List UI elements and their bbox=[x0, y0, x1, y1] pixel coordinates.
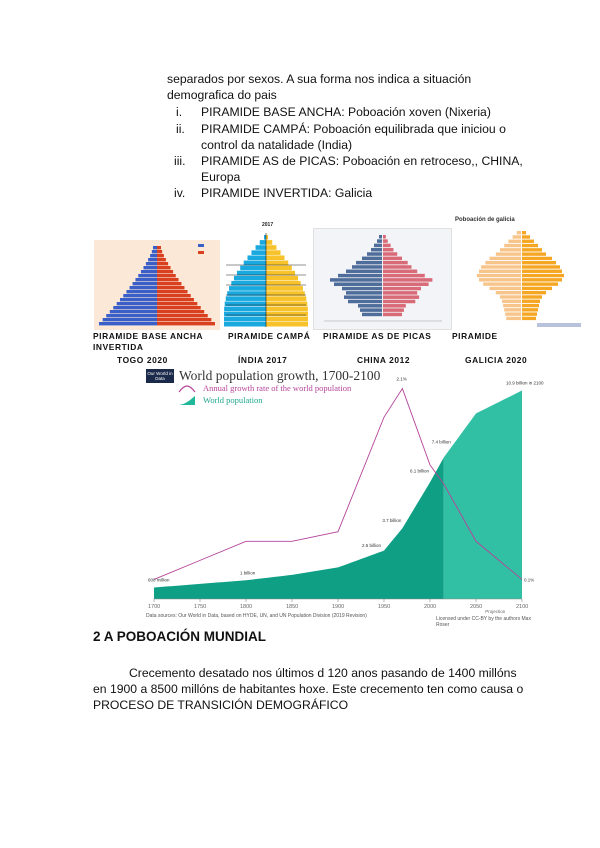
india-pyramid-image bbox=[222, 222, 310, 330]
pyramid-bar-female bbox=[383, 248, 393, 252]
pyramid-bar-female bbox=[383, 270, 417, 274]
pyramid-bar-female bbox=[522, 257, 552, 260]
pyramid-bar-female bbox=[383, 287, 421, 291]
x-tick-label: 1750 bbox=[194, 604, 207, 610]
pyramid-bar-male bbox=[225, 301, 266, 306]
pyramid-bar-female bbox=[383, 304, 406, 308]
pyramid-bar-female bbox=[383, 252, 397, 256]
pyramid-bar-female bbox=[157, 318, 211, 321]
pyramid-bar-male bbox=[490, 287, 522, 290]
x-tick-label: 1800 bbox=[240, 604, 253, 610]
pyramid-bar-male bbox=[504, 244, 521, 247]
section-para-line-1: Crecemento desatado nos últimos d 120 anos pasando de 1400 millóns bbox=[129, 666, 517, 680]
pyramid-bar-female bbox=[522, 244, 538, 247]
list-number: i. bbox=[176, 105, 183, 119]
x-tick-label: 1700 bbox=[148, 604, 161, 610]
pyramid-bar-male bbox=[152, 250, 157, 253]
pyramid-bar-male bbox=[224, 317, 266, 322]
pyramid-bar-female bbox=[266, 266, 292, 271]
country-china: CHINA 2012 bbox=[357, 355, 411, 365]
pyramid-bar-female bbox=[522, 240, 534, 243]
pyramid-bar-female bbox=[266, 276, 298, 281]
pyramid-bar-male bbox=[126, 290, 157, 293]
pyramid-bar-female bbox=[157, 254, 164, 257]
chart-source: Data sources: Our World in Data, based on HYDE, UN, and UN Population Division (2019 Revision) bbox=[146, 613, 367, 619]
pyramid-bar-male bbox=[377, 239, 382, 243]
pyramid-bar-female bbox=[157, 278, 179, 281]
pyramid-bar-male bbox=[508, 240, 521, 243]
intro-line-1: separados por sexos. A sua forma nos indica a situación bbox=[167, 72, 472, 86]
pyramid-bar-female bbox=[266, 250, 281, 255]
caption-togo: PIRAMIDE BASE ANCHA bbox=[93, 331, 204, 341]
world-chart-svg bbox=[144, 367, 544, 622]
galicia-pyramid-svg bbox=[453, 215, 581, 330]
list-item: PIRAMIDE INVERTIDA: Galicia bbox=[201, 186, 373, 200]
pyramid-bar-female bbox=[383, 239, 388, 243]
legend-swatch-female bbox=[198, 251, 204, 254]
pyramid-bar-male bbox=[360, 308, 382, 312]
pyramid-bar-male bbox=[505, 312, 521, 315]
pyramid-bar-female bbox=[266, 317, 308, 322]
pyramid-bar-female bbox=[522, 317, 536, 320]
intro-line-2: demografica do pais bbox=[167, 88, 277, 102]
india-year-label: 2017 bbox=[262, 222, 274, 228]
pyramid-bar-female bbox=[157, 322, 215, 325]
pyramid-bar-female bbox=[383, 235, 386, 239]
galicia-chart-title: Poboación de galicia bbox=[455, 217, 515, 223]
pyramid-bar-female bbox=[157, 266, 171, 269]
pyramid-bar-female bbox=[383, 261, 408, 265]
china-pyramid-image bbox=[313, 228, 452, 330]
caption-galicia: PIRAMIDE bbox=[452, 331, 498, 341]
pyramid-bar-male bbox=[120, 298, 157, 301]
pyramid-bar-female bbox=[522, 270, 562, 273]
x-tick-label: 1850 bbox=[286, 604, 299, 610]
pyramid-bar-female bbox=[266, 240, 272, 245]
pyramid-bar-female bbox=[157, 274, 176, 277]
pyramid-bar-female bbox=[522, 231, 526, 234]
chart-annotation: 0.1% bbox=[524, 577, 535, 583]
pyramid-bar-female bbox=[522, 304, 539, 307]
country-india: ÍNDIA 2017 bbox=[238, 355, 288, 365]
pyramid-bar-female bbox=[266, 312, 308, 317]
pyramid-bar-female bbox=[383, 265, 412, 269]
pyramid-bar-female bbox=[157, 306, 201, 309]
pyramid-bar-male bbox=[110, 310, 157, 313]
pyramid-bar-male bbox=[504, 308, 521, 311]
pyramid-bar-male bbox=[256, 245, 266, 250]
pyramid-bar-female bbox=[157, 262, 168, 265]
pyramid-bar-male bbox=[234, 276, 266, 281]
pyramid-bar-male bbox=[477, 274, 521, 277]
pyramid-bar-female bbox=[522, 308, 538, 311]
pyramid-bar-male bbox=[502, 300, 521, 303]
chart-annotation: 3.7 billion bbox=[382, 518, 402, 524]
pyramid-bar-male bbox=[135, 278, 157, 281]
pyramid-bar-male bbox=[99, 322, 157, 325]
pyramid-bar-male bbox=[358, 304, 382, 308]
pyramid-bar-male bbox=[379, 235, 382, 239]
projection-label: Projection bbox=[485, 609, 506, 614]
pyramid-bar-male bbox=[356, 261, 382, 265]
country-galicia: GALICIA 2020 bbox=[465, 355, 528, 365]
pyramid-bar-male bbox=[334, 282, 382, 286]
pyramid-bar-female bbox=[157, 282, 181, 285]
pyramid-bar-male bbox=[344, 295, 382, 299]
pyramid-bar-male bbox=[483, 282, 521, 285]
pyramid-bar-female bbox=[522, 300, 540, 303]
pyramid-bar-female bbox=[266, 301, 307, 306]
pyramid-bar-male bbox=[346, 291, 382, 295]
pyramid-bar-male bbox=[153, 246, 157, 249]
pyramid-bar-male bbox=[371, 248, 382, 252]
pyramid-bar-female bbox=[266, 271, 295, 276]
pyramid-bar-female bbox=[157, 270, 173, 273]
pyramid-bar-male bbox=[342, 287, 382, 291]
pyramid-bar-female bbox=[266, 255, 284, 260]
pyramid-bar-male bbox=[248, 255, 266, 260]
pyramid-bar-female bbox=[266, 322, 308, 327]
pyramid-bar-female bbox=[522, 291, 546, 294]
x-tick-label: 2000 bbox=[424, 604, 437, 610]
chart-annotation: 7.4 billion bbox=[431, 439, 451, 445]
pyramid-bar-male bbox=[348, 300, 382, 304]
pyramid-bar-male bbox=[150, 254, 157, 257]
pyramid-bar-male bbox=[338, 274, 382, 278]
pyramid-bar-male bbox=[362, 257, 382, 261]
pyramid-bar-female bbox=[157, 298, 194, 301]
pyramid-bar-female bbox=[157, 314, 208, 317]
chart-annotation: 1 billion bbox=[240, 570, 256, 576]
population-area-projection bbox=[444, 390, 522, 599]
pyramid-bar-female bbox=[383, 295, 419, 299]
pyramid-bar-female bbox=[266, 296, 306, 301]
togo-pyramid-image bbox=[94, 240, 220, 330]
caption-china: PIRAMIDE AS DE PICAS bbox=[323, 331, 432, 341]
pyramid-bar-male bbox=[496, 291, 521, 294]
world-population-chart bbox=[144, 367, 544, 628]
pyramid-bar-male bbox=[367, 252, 382, 256]
pyramid-bar-female bbox=[266, 245, 276, 250]
pyramid-bar-female bbox=[157, 258, 166, 261]
population-area-historical bbox=[154, 457, 444, 599]
pyramid-bar-male bbox=[362, 313, 382, 317]
pyramid-bar-female bbox=[383, 300, 415, 304]
section-para-line-3: PROCESO DE TRANSICIÓN DEMOGRÁFICO bbox=[93, 698, 349, 712]
x-tick-label: 1950 bbox=[378, 604, 391, 610]
pyramid-bar-female bbox=[383, 308, 404, 312]
pyramid-bar-female bbox=[522, 265, 560, 268]
pyramid-bar-male bbox=[479, 270, 521, 273]
pyramid-bar-female bbox=[383, 291, 417, 295]
chart-title: World population growth, 1700-2100 bbox=[179, 368, 381, 383]
owid-logo: Our World in Data bbox=[147, 371, 173, 381]
list-item-cont: Europa bbox=[201, 170, 241, 184]
pyramid-bar-female bbox=[522, 278, 562, 281]
pyramid-bar-female bbox=[157, 302, 197, 305]
x-tick-label: 1900 bbox=[332, 604, 345, 610]
pyramid-bar-male bbox=[513, 235, 521, 238]
pyramid-bar-female bbox=[522, 252, 546, 255]
chart-annotation: 2.1% bbox=[396, 376, 407, 382]
india-pyramid-svg bbox=[222, 225, 310, 330]
x-tick-label: 2050 bbox=[470, 604, 483, 610]
list-item: PIRAMIDE AS de PICAS: Poboación en retroceso,, CHINA, bbox=[201, 154, 523, 168]
pyramid-bar-male bbox=[244, 261, 266, 266]
list-number: ii. bbox=[176, 122, 185, 136]
chart-annotation: 2.5 billion bbox=[362, 543, 382, 549]
legend-growth-label: Annual growth rate of the world population bbox=[203, 383, 352, 393]
caption-togo-2: INVERTIDA bbox=[93, 342, 144, 352]
pyramid-bar-male bbox=[229, 286, 266, 291]
x-tick-label: 2100 bbox=[516, 604, 529, 610]
pyramid-bar-male bbox=[481, 265, 521, 268]
chart-annotation: 10.9 billion in 2100 bbox=[506, 380, 544, 386]
pyramid-bar-male bbox=[117, 302, 157, 305]
pyramid-bar-female bbox=[383, 274, 425, 278]
pyramid-bar-female bbox=[383, 244, 391, 248]
pyramid-bar-male bbox=[141, 270, 157, 273]
pyramid-bar-male bbox=[226, 296, 266, 301]
list-number: iii. bbox=[174, 154, 186, 168]
pyramid-bar-male bbox=[374, 244, 382, 248]
pyramid-bar-male bbox=[251, 250, 266, 255]
pyramid-bar-male bbox=[479, 278, 521, 281]
pyramid-bar-male bbox=[500, 295, 521, 298]
pyramid-bar-female bbox=[522, 235, 530, 238]
pyramid-bar-male bbox=[148, 258, 157, 261]
pyramid-bar-male bbox=[237, 271, 266, 276]
pyramid-bar-female bbox=[522, 282, 558, 285]
pyramid-bar-male bbox=[240, 266, 266, 271]
pyramid-bar-male bbox=[113, 306, 157, 309]
section-heading: 2 A POBOACIÓN MUNDIAL bbox=[93, 629, 267, 644]
pyramid-bar-male bbox=[503, 304, 521, 307]
pyramid-bar-female bbox=[522, 287, 552, 290]
pyramid-bar-female bbox=[157, 286, 184, 289]
section-para-line-2: en 1900 a 8500 millóns de habitantes hoxe. Este crecemento ten como causa o bbox=[93, 682, 524, 696]
pyramid-bar-female bbox=[383, 278, 432, 282]
pyramid-bar-male bbox=[133, 282, 157, 285]
chart-annotation: 6.1 billion bbox=[410, 468, 430, 474]
pyramid-bar-male bbox=[346, 270, 382, 274]
pyramid-bar-male bbox=[106, 314, 157, 317]
pyramid-bar-female bbox=[383, 257, 402, 261]
pyramid-bar-female bbox=[266, 261, 288, 266]
pyramid-bar-female bbox=[522, 274, 564, 277]
galicia-pyramid-image bbox=[453, 215, 581, 330]
togo-pyramid-svg bbox=[94, 240, 220, 330]
china-pyramid-svg bbox=[314, 229, 453, 331]
country-togo: TOGO 2020 bbox=[117, 355, 168, 365]
pyramid-bar-female bbox=[522, 312, 537, 315]
pyramid-bar-male bbox=[138, 274, 157, 277]
legend-bar bbox=[537, 323, 581, 327]
pyramid-bar-male bbox=[103, 318, 157, 321]
caption-india: PIRAMIDE CAMPÁ bbox=[228, 331, 311, 341]
pyramid-bar-male bbox=[490, 257, 522, 260]
pyramid-bar-male bbox=[143, 266, 157, 269]
pyramid-bar-male bbox=[123, 294, 157, 297]
pyramid-bar-female bbox=[157, 290, 188, 293]
pyramid-bar-male bbox=[506, 317, 521, 320]
chart-annotation: 600 million bbox=[148, 577, 170, 583]
pyramid-bar-female bbox=[383, 313, 402, 317]
pyramid-bar-male bbox=[485, 261, 521, 264]
pyramid-bar-female bbox=[157, 294, 191, 297]
pyramid-bar-male bbox=[146, 262, 157, 265]
pyramid-bar-male bbox=[517, 231, 521, 234]
pyramid-bar-female bbox=[383, 282, 429, 286]
pyramid-bar-male bbox=[330, 278, 382, 282]
list-item-cont: control da natalidade (India) bbox=[201, 138, 353, 152]
pyramid-bar-male bbox=[260, 240, 266, 245]
list-item: PIRAMIDE CAMPÁ: Poboación equilibrada que iniciou o bbox=[201, 122, 506, 136]
pyramid-bar-female bbox=[157, 250, 162, 253]
pyramid-bar-female bbox=[266, 286, 303, 291]
pyramid-bar-female bbox=[266, 307, 308, 312]
pyramid-bar-female bbox=[157, 310, 204, 313]
legend-population-label: World population bbox=[203, 395, 263, 405]
legend-swatch-male bbox=[198, 244, 204, 247]
pyramid-bar-female bbox=[522, 295, 542, 298]
pyramid-bar-female bbox=[522, 248, 542, 251]
pyramid-bar-male bbox=[224, 312, 266, 317]
pyramid-bar-male bbox=[500, 248, 521, 251]
pyramid-bar-male bbox=[496, 252, 521, 255]
pyramid-bar-male bbox=[352, 265, 382, 269]
pyramid-bar-male bbox=[224, 307, 266, 312]
chart-license: Licensed under CC-BY by the authors Max Roser bbox=[436, 616, 531, 628]
pyramid-bar-male bbox=[224, 322, 266, 327]
list-item: PIRAMIDE BASE ANCHA: Poboación xoven (Nixeria) bbox=[201, 105, 491, 119]
pyramid-bar-male bbox=[130, 286, 157, 289]
pyramid-bar-female bbox=[522, 261, 556, 264]
list-number: iv. bbox=[174, 186, 186, 200]
pyramid-bar-female bbox=[157, 246, 161, 249]
